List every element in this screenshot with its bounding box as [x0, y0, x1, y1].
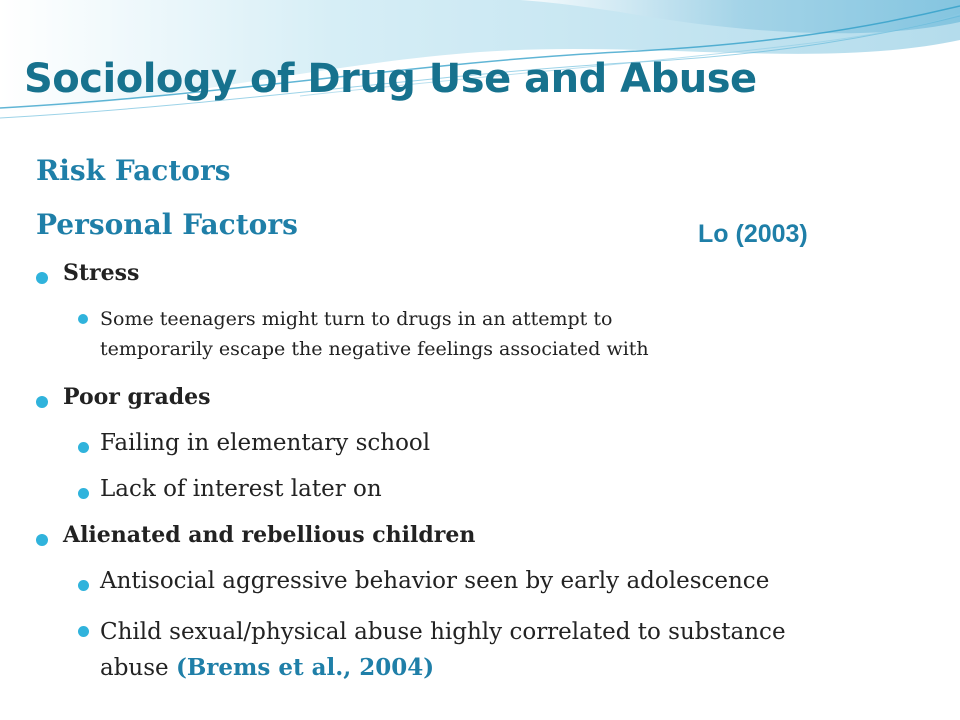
- sub-bullet-text-line1: Some teenagers might turn to drugs in an attempt to: [100, 308, 613, 330]
- bullet-text: Poor grades: [63, 384, 211, 410]
- brems-citation: (Brems et al., 2004): [175, 654, 435, 681]
- bullet-alienated: [36, 522, 475, 548]
- sub-bullet-text: Failing in elementary school: [100, 430, 431, 456]
- sub-bullet-lack-interest: [78, 476, 382, 502]
- bullet-dot-icon: [78, 488, 89, 499]
- bullet-dot-icon: [78, 580, 89, 591]
- sub-bullet-text-line2: [100, 650, 786, 686]
- bullet-dot-icon: [78, 314, 88, 324]
- sub-bullet-abuse: [78, 614, 786, 686]
- abuse-word: abuse: [100, 655, 176, 681]
- sub-bullet-text: Antisocial aggressive behavior seen by early adolescence: [100, 568, 770, 594]
- bullet-text: Alienated and rebellious children: [63, 522, 476, 548]
- bullet-text: Stress: [63, 260, 140, 286]
- personal-factors-heading: Personal Factors: [36, 208, 298, 241]
- citation-label: Lo (2003): [698, 220, 808, 248]
- bullet-dot-icon: [78, 626, 89, 637]
- bullet-stress: [36, 260, 139, 286]
- sub-bullet-stress-detail: [78, 304, 649, 364]
- slide-title: Sociology of Drug Use and Abuse: [24, 56, 757, 102]
- bullet-dot-icon: [36, 272, 48, 284]
- risk-factors-heading: Risk Factors: [36, 154, 231, 187]
- sub-bullet-text: Lack of interest later on: [100, 476, 382, 502]
- bullet-dot-icon: [36, 396, 48, 408]
- sub-bullet-text-line2: temporarily escape the negative feelings associated with: [100, 338, 649, 360]
- sub-bullet-antisocial: [78, 568, 769, 594]
- sub-bullet-text-line1: Child sexual/physical abuse highly correlated to substance: [100, 619, 786, 645]
- bullet-poor-grades: [36, 384, 211, 410]
- bullet-dot-icon: [78, 442, 89, 453]
- sub-bullet-failing: [78, 430, 430, 456]
- bullet-dot-icon: [36, 534, 48, 546]
